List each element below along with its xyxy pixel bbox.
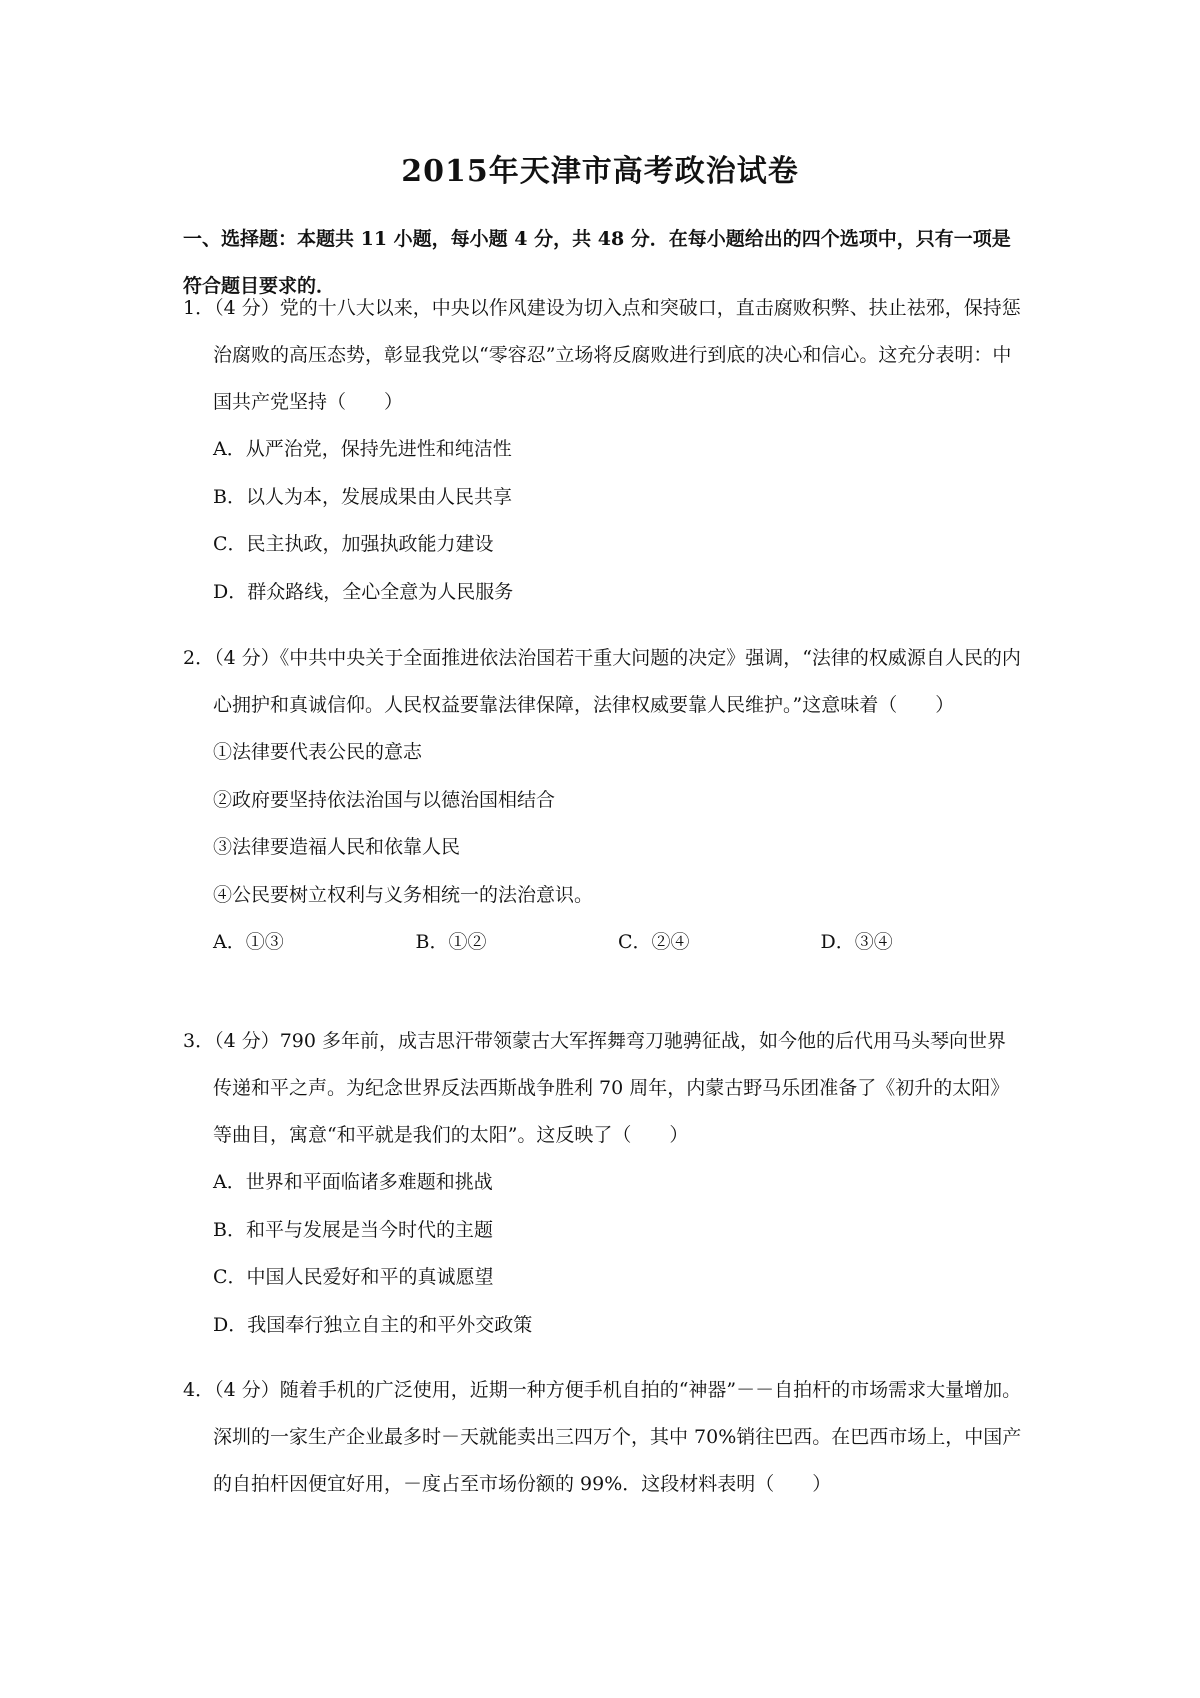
option-c: C．民主执政，加强执政能力建设 (213, 533, 494, 555)
option-b: B．和平与发展是当今时代的主题 (213, 1218, 493, 1241)
question-4 (183, 1367, 1023, 1508)
statement-1: ①法律要代表公民的意志 (213, 741, 423, 763)
option-c: C．中国人民爱好和平的真诚愿望 (213, 1266, 494, 1288)
option-d: D．群众路线，全心全意为人民服务 (213, 580, 514, 603)
option-a: A．从严治党，保持先进性和纯洁性 (213, 438, 512, 460)
statement-3: ③法律要造福人民和依靠人民 (213, 836, 461, 858)
question-1 (183, 285, 1023, 616)
page-title: 2015年天津市高考政治试卷 (401, 154, 799, 189)
question-3 (183, 1018, 1023, 1349)
option-a: A．①③ (213, 931, 284, 953)
section-heading: 一、选择题：本题共 11 小题，每小题 4 分，共 48 分．在每小题给出的四个选项中，只有一项是符合题目要求的． (183, 228, 1011, 297)
question-2 (183, 635, 1023, 966)
option-d: D．我国奉行独立自主的和平外交政策 (213, 1313, 533, 1336)
question-stem: 4．（4 分）随着手机的广泛使用，近期一种方便手机自拍的“神器”－－自拍杆的市场需求大量增加。深圳的一家生产企业最多时－天就能卖出三四万个，其中 70%销往巴西。在巴西市场上，中国产的自拍杆因便宜好用，－度占至市场份额的 99%．这段材料表明（ ） (183, 1379, 1022, 1495)
options-row (183, 919, 1023, 966)
question-stem: 3．（4 分）790 多年前，成吉思汗带领蒙古大军挥舞弯刀驰骋征战，如今他的后代用马头琴向世界传递和平之声。为纪念世界反法西斯战争胜利 70 周年，内蒙古野马乐团准备了《初升的太阳》等曲目，寓意“和平就是我们的太阳”。这反映了（ ） (183, 1030, 1010, 1146)
option-c: C．②④ (618, 931, 690, 953)
option-a: A．世界和平面临诸多难题和挑战 (213, 1171, 493, 1193)
statement-2: ②政府要坚持依法治国与以德治国相结合 (213, 788, 556, 811)
question-stem: 1．（4 分）党的十八大以来，中央以作风建设为切入点和突破口，直击腐败积弊、扶止祛邪，保持惩治腐败的高压态势，彰显我党以“零容忍”立场将反腐败进行到底的决心和信心。这充分表明：中国共产党坚持（ ） (183, 297, 1021, 413)
option-d: D．③④ (820, 931, 893, 953)
option-b: B．①② (415, 931, 487, 953)
option-b: B．以人为本，发展成果由人民共享 (213, 485, 512, 508)
question-stem: 2．（4 分）《中共中央关于全面推进依法治国若干重大问题的决定》强调，“法律的权威源自人民的内心拥护和真诚信仰。人民权益要靠法律保障，法律权威要靠人民维护。”这意味着（ ） (183, 647, 1021, 716)
statement-4: ④公民要树立权利与义务相统一的法治意识。 (213, 883, 594, 906)
